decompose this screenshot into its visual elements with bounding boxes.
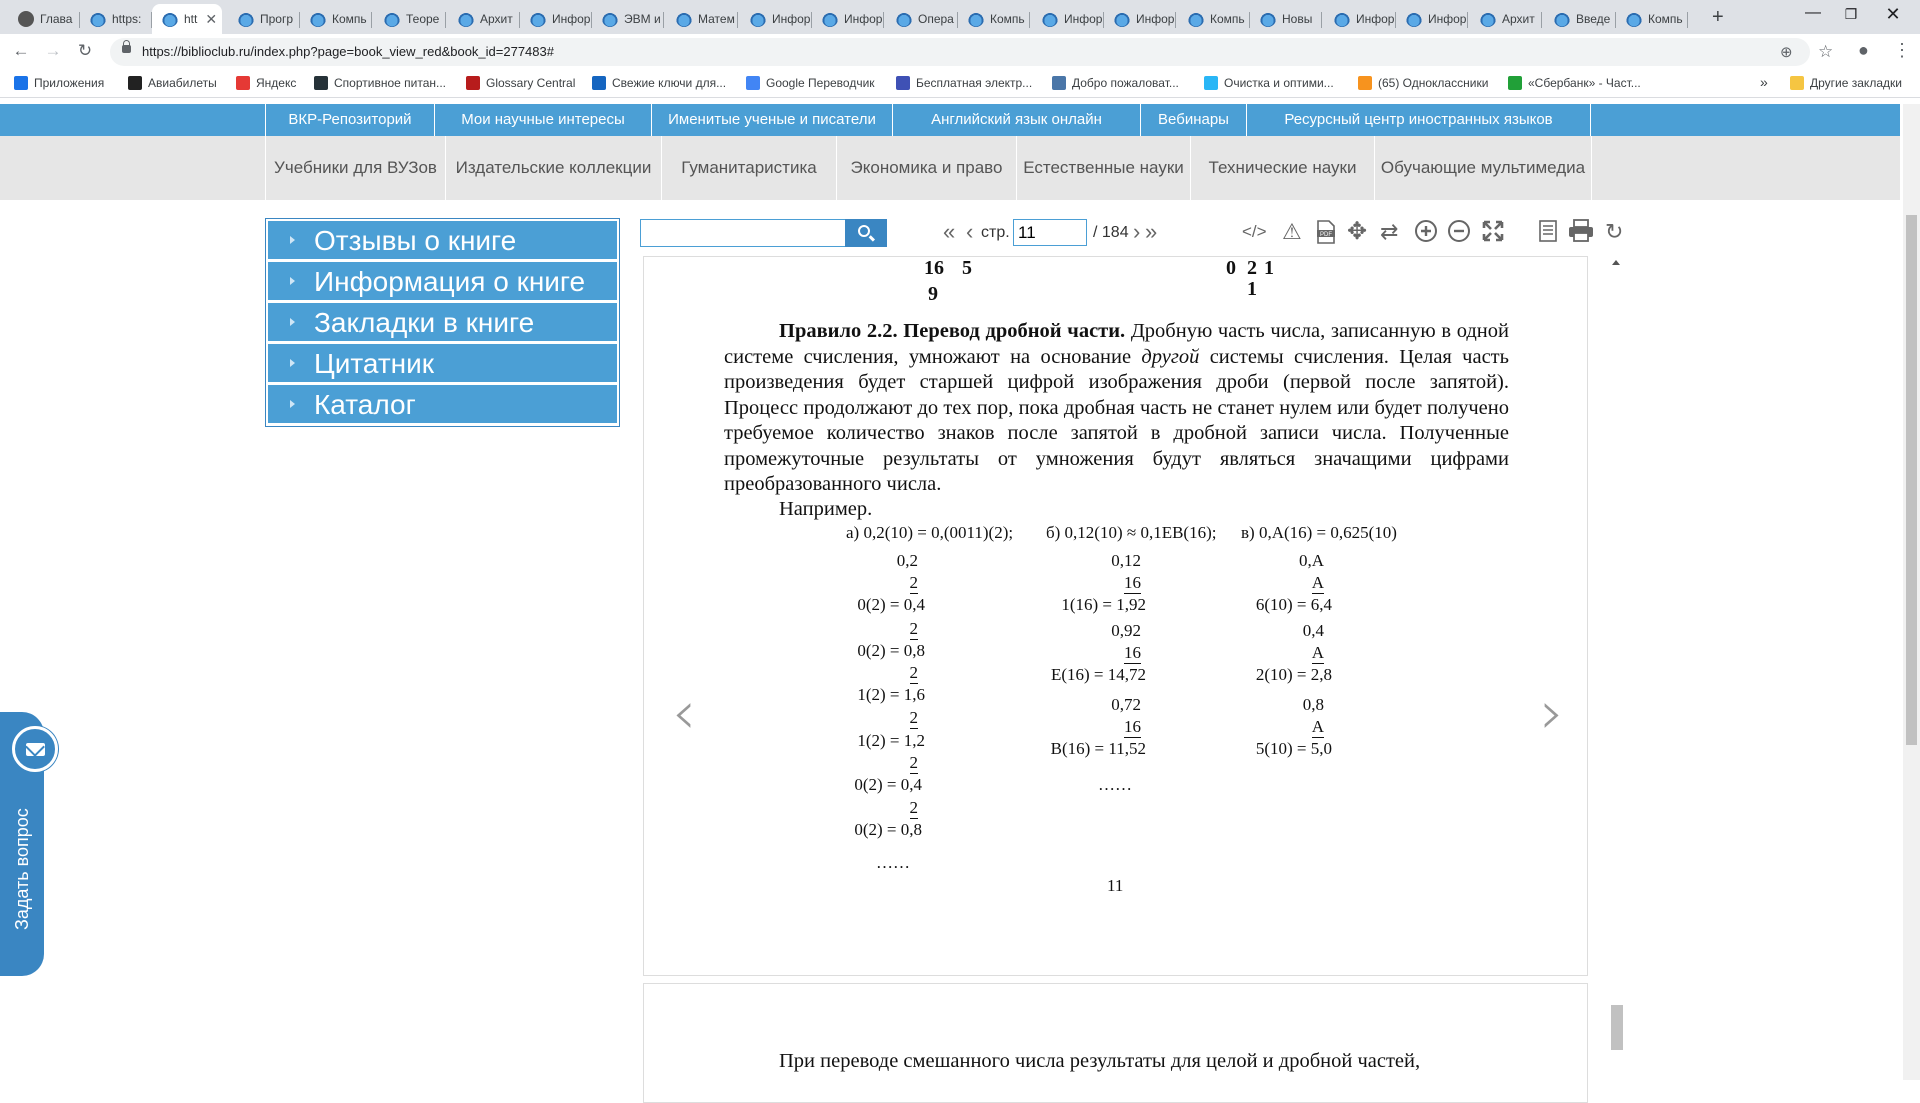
top-nav-link[interactable]: ВКР-Репозиторий <box>265 104 435 136</box>
tab-separator <box>737 12 738 28</box>
browser-tab[interactable] <box>886 4 958 34</box>
bullet-arrow-icon <box>290 359 295 367</box>
close-window-button[interactable]: ✕ <box>1885 4 1901 24</box>
browser-tab[interactable] <box>374 4 446 34</box>
site-favicon-icon <box>18 11 34 27</box>
browser-tab[interactable] <box>1616 4 1688 34</box>
other-bookmarks[interactable] <box>1790 76 1902 90</box>
site-favicon-icon <box>1554 11 1570 27</box>
site-favicon-icon <box>1406 11 1422 27</box>
calc-line: 0(2) = 0,4 <box>854 775 922 794</box>
rule-italic: другой <box>1141 345 1200 368</box>
bookmark-favicon-icon <box>466 76 480 90</box>
tab-title: Архит <box>1502 12 1535 26</box>
bookmark-label: Очистка и оптими... <box>1224 76 1334 90</box>
bookmark-label: Авиабилеты <box>148 76 217 90</box>
calc-line: 0,A <box>1298 551 1324 570</box>
calc-line: 16 <box>1124 643 1141 662</box>
tab-title: Теоре <box>406 12 440 26</box>
site-favicon-icon <box>676 11 692 27</box>
tab-title: Инфор <box>1064 12 1103 26</box>
calc-line: 0,2 <box>896 551 918 570</box>
rule-title: Правило 2.2. Перевод дробной части. <box>779 320 1126 342</box>
top-navigation <box>0 104 1900 136</box>
side-menu-item[interactable] <box>268 262 617 300</box>
calc-line: 1(2) = 1,6 <box>857 685 925 704</box>
browser-tab[interactable] <box>1324 4 1396 34</box>
category-link[interactable]: Экономика и право <box>836 136 1016 200</box>
fragment-right-d: 1 <box>1247 278 1257 300</box>
reader-scrollbar[interactable] <box>1608 256 1626 1046</box>
browser-tab[interactable] <box>592 4 664 34</box>
bookmarks-bar <box>0 70 1920 98</box>
calc-line: 0,72 <box>1111 695 1141 714</box>
book-search-button[interactable] <box>845 219 887 247</box>
tab-title: Матем <box>698 12 735 26</box>
fragment-right-a: 0 <box>1226 257 1236 279</box>
rule-body-1: Дробную часть числа, записанную в одной системе счисления, умножают на основание <box>724 320 1509 368</box>
close-tab-icon[interactable]: ✕ <box>205 10 218 27</box>
bookmark-item[interactable] <box>466 76 575 90</box>
other-bookmarks-label: Другие закладки <box>1810 76 1902 90</box>
category-navigation <box>0 136 1900 200</box>
book-side-menu <box>265 218 620 427</box>
calc-line: 2 <box>909 798 918 817</box>
top-nav-link[interactable]: Ресурсный центр иностранных языков <box>1247 104 1591 136</box>
calc-line: …… <box>1098 775 1132 794</box>
category-link[interactable]: Учебники для ВУЗов <box>265 136 445 200</box>
bookmark-item[interactable] <box>746 76 875 90</box>
tab-separator <box>445 12 446 28</box>
side-menu-label: Цитатник <box>314 348 434 379</box>
tab-title: Компь <box>332 12 367 26</box>
address-bar-row <box>0 34 1920 70</box>
site-favicon-icon <box>750 11 766 27</box>
calc-line: 1(2) = 1,2 <box>857 731 925 750</box>
svg-text:PDF: PDF <box>1320 232 1332 238</box>
browser-tab[interactable] <box>80 4 152 34</box>
bookmark-item[interactable] <box>314 76 446 90</box>
bullet-arrow-icon <box>290 400 295 408</box>
new-tab-button[interactable]: + <box>1712 6 1724 28</box>
star-icon[interactable]: ☆ <box>1818 42 1834 61</box>
fullscreen-icon[interactable] <box>1482 220 1504 249</box>
bookmark-favicon-icon <box>236 76 250 90</box>
calc-line: 16 <box>1124 573 1141 592</box>
calc-line: 0,8 <box>1302 695 1324 714</box>
tab-title: Компь <box>1210 12 1245 26</box>
tab-title: Инфор <box>1136 12 1175 26</box>
tab-separator <box>1321 12 1322 28</box>
reader-scroll-thumb[interactable] <box>1611 1005 1623 1050</box>
bookmark-item[interactable] <box>14 76 104 90</box>
browser-tab[interactable] <box>812 4 884 34</box>
bookmark-favicon-icon <box>1204 76 1218 90</box>
site-favicon-icon <box>1480 11 1496 27</box>
bookmark-label: Яндекс <box>256 76 297 90</box>
next-book-page <box>643 983 1588 1103</box>
bookmark-label: Бесплатная электр... <box>916 76 1033 90</box>
rotate-icon[interactable]: ↻ <box>1605 219 1624 244</box>
report-warning-icon[interactable]: ⚠ <box>1282 219 1302 244</box>
tab-title: Архит <box>480 12 513 26</box>
mail-icon[interactable] <box>12 726 58 772</box>
book-search-input[interactable] <box>640 219 846 247</box>
site-favicon-icon <box>1334 11 1350 27</box>
page-total: / 184 <box>1093 224 1129 241</box>
calc-line: 0,12 <box>1111 551 1141 570</box>
calc-line: 2 <box>909 619 918 638</box>
zoom-out-icon[interactable] <box>1447 219 1471 250</box>
browser-tab[interactable] <box>958 4 1030 34</box>
bookmark-item[interactable] <box>128 76 217 90</box>
tab-title: ЭВМ и <box>624 12 661 26</box>
url-text[interactable]: https://biblioclub.ru/index.php?page=book_view_red&book_id=277483# <box>142 44 554 59</box>
fragment-left-b: 5 <box>962 257 972 279</box>
bullet-arrow-icon <box>290 236 295 244</box>
calc-line: A <box>1311 717 1324 736</box>
folder-icon <box>1790 76 1804 90</box>
calc-line: …… <box>876 853 910 872</box>
category-link[interactable]: Технические науки <box>1190 136 1374 200</box>
browser-tab[interactable] <box>740 4 812 34</box>
calc-line: 2 <box>909 708 918 727</box>
bookmark-item[interactable] <box>1052 76 1179 90</box>
bookmark-favicon-icon <box>14 76 28 90</box>
browser-tab[interactable] <box>8 4 80 34</box>
bookmark-favicon-icon <box>128 76 142 90</box>
tab-separator <box>1541 12 1542 28</box>
bookmark-label: Google Переводчик <box>766 76 875 90</box>
browser-tab[interactable] <box>1396 4 1468 34</box>
site-favicon-icon <box>602 11 618 27</box>
pan-icon[interactable]: ✥ <box>1347 218 1368 245</box>
bookmark-item[interactable] <box>592 76 726 90</box>
top-nav-link[interactable]: Английский язык онлайн <box>893 104 1141 136</box>
calc-line: 0,4 <box>1302 621 1324 640</box>
site-favicon-icon <box>1114 11 1130 27</box>
bookmark-item[interactable] <box>1358 76 1488 90</box>
browser-tab[interactable] <box>228 4 300 34</box>
side-menu-label: Каталог <box>314 389 416 420</box>
bookmarks-overflow[interactable]: » <box>1760 74 1768 90</box>
forward-icon[interactable]: → <box>44 41 62 60</box>
reload-icon[interactable]: ↻ <box>77 41 93 60</box>
bullet-arrow-icon <box>290 277 295 285</box>
side-menu-label: Информация о книге <box>314 266 586 297</box>
tab-separator <box>1467 12 1468 28</box>
browser-tab[interactable] <box>1250 4 1322 34</box>
minimize-button[interactable]: — <box>1805 4 1821 21</box>
bookmark-favicon-icon <box>592 76 606 90</box>
tab-title: Инфор <box>772 12 811 26</box>
tab-title: https: <box>112 12 142 26</box>
zoom-in-icon[interactable] <box>1414 219 1438 250</box>
fragment-right-c: 1 <box>1264 257 1274 279</box>
side-menu-label: Закладки в книге <box>314 307 535 338</box>
calc-line: A <box>1311 573 1324 592</box>
tab-separator <box>1029 12 1030 28</box>
site-favicon-icon <box>162 11 178 27</box>
calc-line: 2 <box>909 663 918 682</box>
tab-separator <box>1687 12 1688 28</box>
tab-separator <box>883 12 884 28</box>
next-page-arrow[interactable]: › <box>1540 678 1564 748</box>
browser-tab[interactable] <box>1104 4 1176 34</box>
site-favicon-icon <box>822 11 838 27</box>
calc-line: 0(2) = 0,8 <box>857 641 925 660</box>
document-icon[interactable] <box>1538 220 1558 249</box>
site-favicon-icon <box>530 11 546 27</box>
back-icon[interactable]: ← <box>12 41 30 60</box>
omnibox[interactable] <box>110 38 1810 66</box>
browser-tab[interactable] <box>448 4 520 34</box>
browser-tab[interactable] <box>1032 4 1104 34</box>
side-menu-item[interactable] <box>268 385 617 423</box>
browser-tab[interactable] <box>152 4 222 34</box>
tab-title: Компь <box>990 12 1025 26</box>
fit-width-icon[interactable]: ⇄ <box>1380 219 1399 244</box>
fragment-right-b: 2 <box>1247 257 1257 279</box>
browser-tab[interactable] <box>1178 4 1250 34</box>
prev-page-arrow[interactable]: ‹ <box>672 678 696 748</box>
tab-title: htt <box>184 12 198 26</box>
site-favicon-icon <box>1042 11 1058 27</box>
account-icon[interactable]: ● <box>1858 40 1869 60</box>
book-page <box>643 256 1588 976</box>
bookmark-item[interactable] <box>1204 76 1334 90</box>
side-menu-label: Отзывы о книге <box>314 225 517 256</box>
calc-line: B(16) = 11,52 <box>1050 739 1146 758</box>
last-page-icon[interactable]: » <box>1145 219 1158 244</box>
site-favicon-icon <box>384 11 400 27</box>
category-link[interactable]: Обучающие мультимедиа <box>1374 136 1592 200</box>
next-page-text: При переводе смешанного числа результаты для целой и дробной частей, <box>779 1050 1421 1072</box>
tab-title: Введе <box>1576 12 1611 26</box>
bookmark-label: Свежие ключи для... <box>612 76 727 90</box>
fragment-left-a: 16 <box>924 257 944 279</box>
site-favicon-icon <box>896 11 912 27</box>
calc-line: 2 <box>909 573 918 592</box>
tab-title: Опера <box>918 12 954 26</box>
bookmark-label: «Сбербанк» - Част... <box>1528 76 1641 90</box>
calc-line: 16 <box>1124 717 1141 736</box>
category-link[interactable]: Естественные науки <box>1016 136 1190 200</box>
scroll-up-icon[interactable] <box>1612 260 1620 265</box>
site-favicon-icon <box>238 11 254 27</box>
bookmark-item[interactable] <box>896 76 1032 90</box>
site-favicon-icon <box>968 11 984 27</box>
site-favicon-icon <box>1188 11 1204 27</box>
tab-separator <box>1175 12 1176 28</box>
page-scroll-thumb[interactable] <box>1906 215 1917 745</box>
page-label: стр. <box>981 224 1010 241</box>
example-a-header: а) 0,2(10) = 0,(0011)(2); <box>846 523 1014 542</box>
bookmark-favicon-icon <box>314 76 328 90</box>
browser-tab[interactable] <box>520 4 592 34</box>
browser-tab[interactable] <box>1544 4 1616 34</box>
site-favicon-icon <box>458 11 474 27</box>
calc-line: A <box>1311 643 1324 662</box>
category-link[interactable]: Гуманитаристика <box>661 136 836 200</box>
pdf-icon[interactable] <box>1316 220 1336 251</box>
tab-title: Инфор <box>844 12 883 26</box>
embed-code-icon[interactable]: </> <box>1242 222 1267 241</box>
calc-line: 2(10) = 2,8 <box>1255 665 1332 684</box>
lock-icon <box>122 45 131 53</box>
menu-icon[interactable]: ⋮ <box>1893 40 1911 60</box>
tab-title: Инфор <box>1428 12 1467 26</box>
tab-separator <box>663 12 664 28</box>
bookmark-item[interactable] <box>1508 76 1641 90</box>
first-page-icon[interactable]: « <box>943 219 956 244</box>
bookmark-label: Glossary Central <box>486 76 576 90</box>
bookmark-favicon-icon <box>896 76 910 90</box>
calc-line: 0(2) = 0,8 <box>854 820 922 839</box>
calc-line: 5(10) = 5,0 <box>1255 739 1332 758</box>
tab-title: Инфор <box>1356 12 1395 26</box>
next-page-icon[interactable]: › <box>1133 219 1141 244</box>
print-icon[interactable] <box>1568 219 1594 250</box>
fragment-left-c: 9 <box>928 283 938 305</box>
calc-line: 0(2) = 0,4 <box>857 595 925 614</box>
calc-line: 0,92 <box>1111 621 1141 640</box>
bookmark-favicon-icon <box>1052 76 1066 90</box>
calc-line: 6(10) = 6,4 <box>1255 595 1332 614</box>
browser-tab-bar <box>0 0 1920 34</box>
site-favicon-icon <box>1260 11 1276 27</box>
site-favicon-icon <box>310 11 326 27</box>
side-menu-item[interactable] <box>268 303 617 341</box>
bookmark-label: (65) Одноклассники <box>1378 76 1489 90</box>
bookmark-favicon-icon <box>746 76 760 90</box>
tab-title: Прогр <box>260 12 294 26</box>
bookmark-label: Спортивное питан... <box>334 76 446 90</box>
rule-body-2: системы счисления. Целая часть произведения будет старшей цифрой изображения дроби (первой после запятой). Процесс продолжают до тех пор, пока дробная часть не станет нулем или будет получено требуемое количество знаков после запятой в дробной записи числа. Полученные промежуточные результаты от умножения будут являться значащими цифрами преобразованного числа. <box>724 345 1509 495</box>
tab-title: Новы <box>1282 12 1313 26</box>
calc-line: 2 <box>909 753 918 772</box>
browser-tab[interactable] <box>666 4 738 34</box>
search-icon <box>858 225 870 237</box>
site-favicon-icon <box>90 11 106 27</box>
tab-title: Глава <box>40 12 73 26</box>
browser-tab[interactable] <box>1470 4 1542 34</box>
category-link[interactable]: Издательские коллекции <box>445 136 661 200</box>
zoom-icon[interactable]: ⊕ <box>1780 44 1793 61</box>
top-nav-link[interactable]: Вебинары <box>1141 104 1247 136</box>
example-b-header: б) 0,12(10) ≈ 0,1EB(16); <box>1046 523 1217 542</box>
bookmark-item[interactable] <box>236 76 296 90</box>
bookmark-favicon-icon <box>1358 76 1372 90</box>
side-menu-item[interactable] <box>268 221 617 259</box>
bookmark-label: Добро пожаловат... <box>1072 76 1179 90</box>
tab-title: Инфор <box>552 12 591 26</box>
ask-question-label[interactable]: Задать вопрос <box>12 808 32 930</box>
restore-button[interactable]: ❐ <box>1844 6 1858 22</box>
example-v-header: в) 0,A(16) = 0,625(10) <box>1241 523 1397 542</box>
tab-title: Компь <box>1648 12 1683 26</box>
example-label: Например. <box>779 498 873 520</box>
bookmark-favicon-icon <box>1508 76 1522 90</box>
page-number-input[interactable] <box>1013 219 1087 246</box>
calc-line: 1(16) = 1,92 <box>1061 595 1146 614</box>
browser-tab[interactable] <box>300 4 372 34</box>
top-nav-link[interactable]: Мои научные интересы <box>435 104 652 136</box>
prev-page-icon[interactable]: ‹ <box>966 219 974 244</box>
tab-separator <box>371 12 372 28</box>
page-number: 11 <box>1107 876 1124 895</box>
rule-paragraph <box>724 319 1509 498</box>
side-menu-item[interactable] <box>268 344 617 382</box>
bullet-arrow-icon <box>290 318 295 326</box>
top-nav-link[interactable]: Именитые ученые и писатели <box>652 104 893 136</box>
calc-line: E(16) = 14,72 <box>1050 665 1146 684</box>
bookmark-label: Приложения <box>34 76 105 90</box>
site-favicon-icon <box>1626 11 1642 27</box>
